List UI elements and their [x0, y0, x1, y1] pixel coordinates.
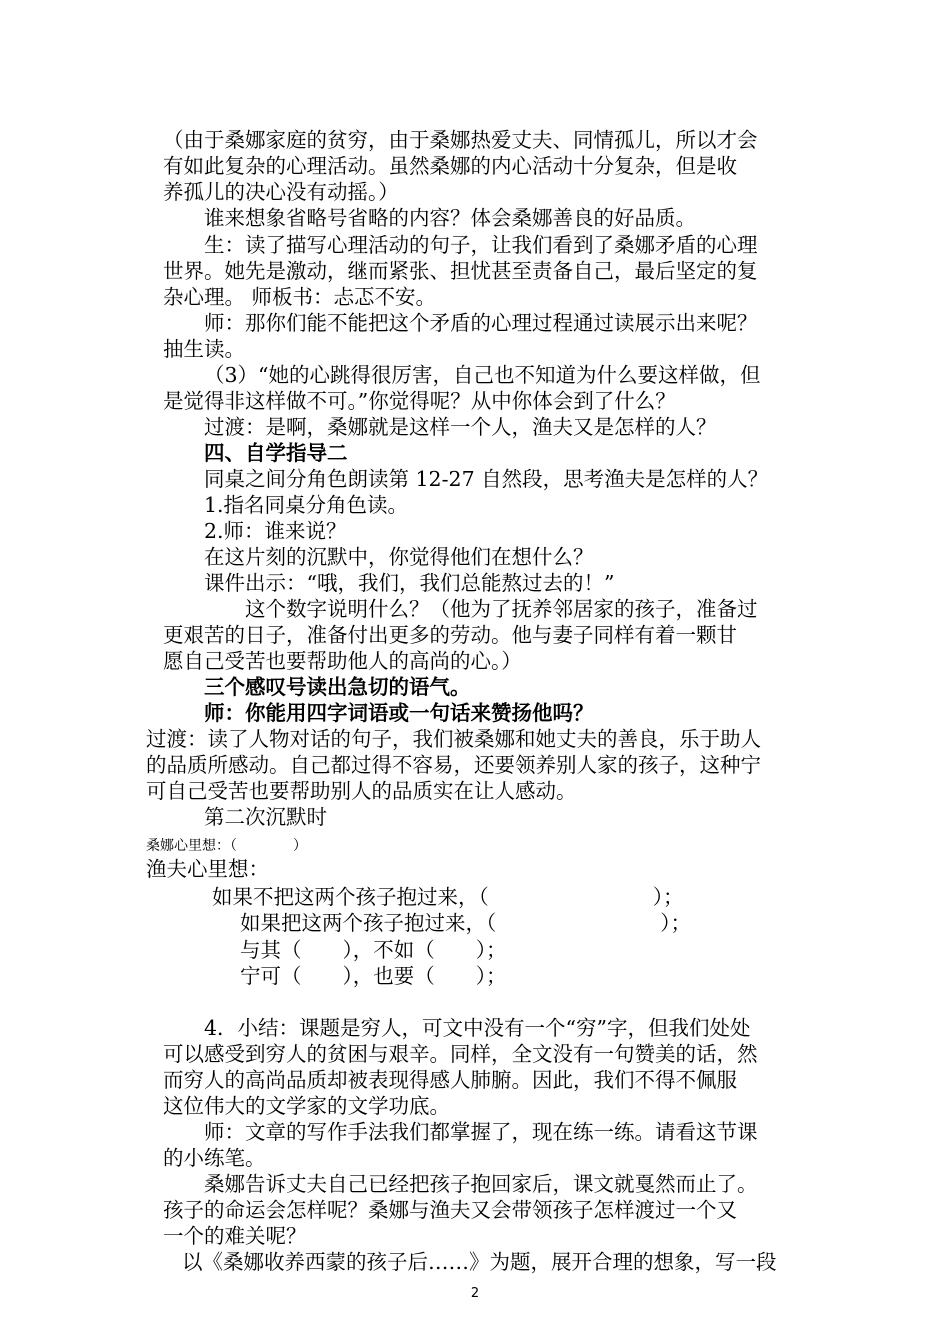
text-line: 师：文章的写作手法我们都掌握了，现在练一练。请看这节课 [204, 1120, 758, 1144]
text-line: 第二次沉默时 [204, 805, 327, 829]
text-line: 这个数字说明什么？（他为了抚养邻居家的孩子，准备过 [245, 597, 758, 621]
text-line: 更艰苦的日子，准备付出更多的劳动。他与妻子同样有着一颗甘 [163, 623, 737, 647]
text-line: 这位伟大的文学家的文学功底。 [163, 1094, 450, 1118]
fill-in-line: 如果不把这两个孩子抱过来，（ ）； [212, 885, 684, 909]
text-line: 的小练笔。 [163, 1146, 266, 1170]
text-line: 愿自己受苦也要帮助他人的高尚的心。） [163, 649, 522, 673]
text-line: 的品质所感动。自己都过得不容易，还要领养别人家的孩子，这种宁 [146, 753, 761, 777]
text-line: （3）“她的心跳得很厉害，自己也不知道为什么要这样做，但 [204, 363, 761, 387]
text-line: 而穷人的高尚品质却被表现得感人肺腑。因此，我们不得不佩服 [163, 1068, 737, 1092]
page-number: 2 [470, 1286, 480, 1301]
text-line: 桑娜告诉丈夫自己已经把孩子抱回家后，课文就戛然而止了。 [204, 1172, 758, 1196]
text-line: 生：读了描写心理活动的句子，让我们看到了桑娜矛盾的心理 [204, 233, 758, 257]
text-line: （由于桑娜家庭的贫穷，由于桑娜热爱丈夫、同情孤儿，所以才会 [163, 128, 758, 152]
text-line: 1.指名同桌分角色读。 [204, 493, 409, 517]
text-line: 一个的难关呢？ [163, 1224, 307, 1248]
text-line: 2.师：谁来说？ [204, 519, 347, 543]
text-line: 同桌之间分角色朗读第 12-27 自然段，思考渔夫是怎样的人？ [204, 467, 769, 491]
text-line: 抽生读。 [163, 337, 245, 361]
text-line: 可自己受苦也要帮助别人的品质实在让人感动。 [146, 779, 577, 803]
text-line: 世界。她先是激动，继而紧张、担忧甚至责备自己，最后坚定的复 [163, 259, 758, 283]
text-line: 课件出示：“哦，我们，我们总能熬过去的！” [204, 571, 615, 595]
text-line: 师：那你们能不能把这个矛盾的心理过程通过读展示出来呢？ [204, 311, 758, 335]
fill-in-line: 与其（ ），不如（ ）； [240, 938, 507, 962]
text-line: 有如此复杂的心理活动。虽然桑娜的内心活动十分复杂，但是收 [163, 154, 737, 178]
text-line: 可以感受到穷人的贫困与艰辛。同样，全文没有一句赞美的话，然 [163, 1042, 758, 1066]
section-heading: 四、自学指导二 [204, 441, 348, 465]
text-line: 渔夫心里想： [146, 857, 269, 881]
text-line: 过渡：是啊，桑娜就是这样一个人，渔夫又是怎样的人？ [204, 415, 717, 439]
text-line: 是觉得非这样做不可。”你觉得呢？从中你体会到了什么？ [163, 389, 676, 413]
text-line: 以《桑娜收养西蒙的孩子后……》为题，展开合理的想象，写一段 [182, 1250, 777, 1274]
text-line: 孩子的命运会怎样呢？桑娜与渔夫又会带领孩子怎样渡过一个又 [163, 1198, 737, 1222]
text-line: 过渡：读了人物对话的句子，我们被桑娜和她丈夫的善良，乐于助人 [146, 727, 761, 751]
fill-in-line: 如果把这两个孩子抱过来，（ ）； [240, 911, 691, 935]
text-line: 养孤儿的决心没有动摇。） [163, 180, 399, 204]
text-line: 4．小结：课题是穷人，可文中没有一个“穷”字，但我们处处 [204, 1016, 751, 1040]
fill-in-line: 宁可（ ），也要（ ）； [240, 964, 507, 988]
bold-line: 三个感叹号读出急切的语气。 [204, 675, 471, 699]
text-line: 杂心理。 师板书：忐忑不安。 [163, 285, 437, 309]
bold-line: 师：你能用四字词语或一句话来赞扬他吗？ [204, 701, 594, 725]
text-line: 在这片刻的沉默中，你觉得他们在想什么？ [204, 545, 594, 569]
text-line: 谁来想象省略号省略的内容？体会桑娜善良的好品质。 [204, 206, 696, 230]
small-text-line: 桑娜心里想：（ ） [146, 838, 307, 854]
